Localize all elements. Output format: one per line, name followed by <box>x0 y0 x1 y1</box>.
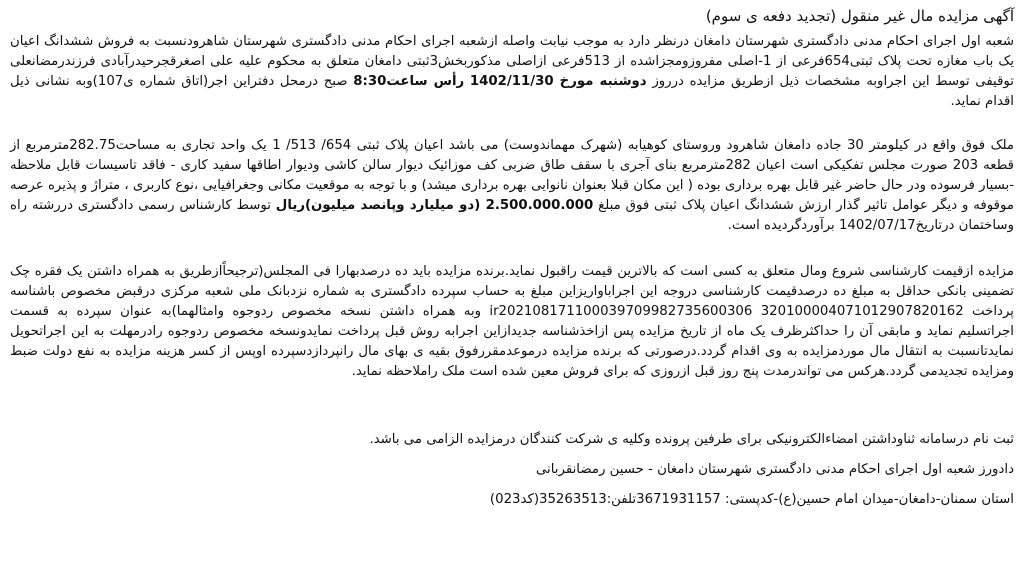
auction-time: رأس ساعت8:30 <box>353 74 465 89</box>
paragraph-auction-intro <box>10 32 1014 132</box>
signature-line: دادورز شعبه اول اجرای احکام مدنی دادگستری شهرستان دامغان - حسین رمضانقربانی <box>535 462 1014 477</box>
paragraph-auction-terms: مزایده ازقیمت کارشناسی شروع ومال متعلق به کسی است که بالاترین قیمت راقبول نماید.برنده مزایده باید ده درصدبهارا فی المجلس(ترجیحاًازطریق به همراه داشتن یک فقره چک تضمینی بانکی حداقل به مبلغ ده درصدقیمت کارشناسی دروجه این اجراباواریزاین مبلغ به حساب سپرده دادگستری به شماره نزدبانک ملی شعبه مرکزی درقبض مخصوص باشناسه پرداخت 320100004071012907820162 ir202108171100039709982735600306 وبه همراه داشتن نسخه مخصوص ردوجوه وامثالهما)به عنوان سپرده به قسمت اجراتسلیم نماید و مابقی آن را حداکثرظرف یک ماه از تاریخ مزایده پس ازاخذشناسه جدیدازاین اجرابه روش قبل پرداخت نمایدونسخه مخصوص ردوجوه رادرمهلت به این اجراتحویل نمایدتانسبت به انتقال مال موردمزایده به وی اقدام گردد.درصورتی که برنده مزایده درموعدمقررفوق بقیه ی بهای مال رانپردازدسپرده اوپس از کسر هزینه مزایده به نفع دولت ضبط ومزایده تجدیدمی گردد.هرکس می تواندرمدت پنج روز قبل ازروزی که برای فروش معین شده است ملک راملاحظه نماید. <box>10 264 1014 379</box>
property-description-text: ملک فوق واقع در کیلومتر 30 جاده دامغان شاهرود وروستای کوهیابه (شهرک مهماندوست) می باشد اعیان پلاک ثبتی 654/ 513/ 1 یک واحد تجاری به مساحت282.75مترمربع از قطعه 203 صورت مجلس تفکیکی است اعیان 282مترمربع بنای آجری با سقف طاق ضربی کف موزائیک دیوار سالن کاشی ودیوار اطاقها سفید کاری - فاقد تاسیسات قابل ملاحظه -بسیار فرسوده ودر حال حاضر غیر قابل بهره برداری بوده ( این مکان قبلا بعنوان نانوایی بهره برداری میشد) و با توجه به موقعیت مکانی وجغرافیایی ،نوع کاربری ، متراژ و پذیره عرصه موقوفه و دیگر عوامل تاثیر گذار ارزش ششدانگ اعیان پلاک ثبتی فوق مبلغ <box>10 138 1015 213</box>
address-line: استان سمنان-دامغان-میدان امام حسین(ع)-کدپستی: 3671931157تلفن:35263513(کد023) <box>489 492 1014 507</box>
registration-requirement: ثبت نام درسامانه ثناوداشتن امضاءالکترونیکی برای طرفین پرونده وکلیه ی شرکت کنندگان درمزایده الزامی می باشد. <box>369 432 1014 447</box>
auction-date: دوشنبه مورخ 1402/11/30 <box>469 74 647 89</box>
paragraph-auction-intro-tail: صبح درمحل دفتراین اجر(اتاق شماره ی107)وبه نشانی ذیل اقدام نماید. <box>10 74 1014 109</box>
appraised-price: 2.500.000.000 (دو میلیارد وپانصد میلیون)ریال <box>275 198 594 213</box>
paragraph-auction-intro-text: شعبه اول اجرای احکام مدنی دادگستری شهرستان دامغان درنظر دارد به موجب نیابت واصله ازشعبه اجرای احکام مدنی دادگستری شهرستان شاهرودنسبت به فروش ششدانگ اعیان یک باب مغازه تحت پلاک ثبتی654فرعی از 1-اصلی مفروزومجزاشده از 513فرعی ازاصلی مذکوربخش3ثبتی دامغان متعلق به محکوم علیه علی اصغرقجرحیدرآبادی فرزندرمضانعلی توقیفی توسط این اجراوبه مشخصات ذیل ازطریق مزایده درروز <box>10 34 1014 89</box>
notice-title: آگهی مزایده مال غیر منقول (تجدید دفعه ی سوم) <box>705 7 1014 25</box>
property-description-tail: توسط کارشناس رسمی دادگستری دررشته راه وساختمان درتاریخ1402/07/17 برآوردگردیده است. <box>10 198 1014 233</box>
paragraph-property-description <box>10 136 1014 256</box>
